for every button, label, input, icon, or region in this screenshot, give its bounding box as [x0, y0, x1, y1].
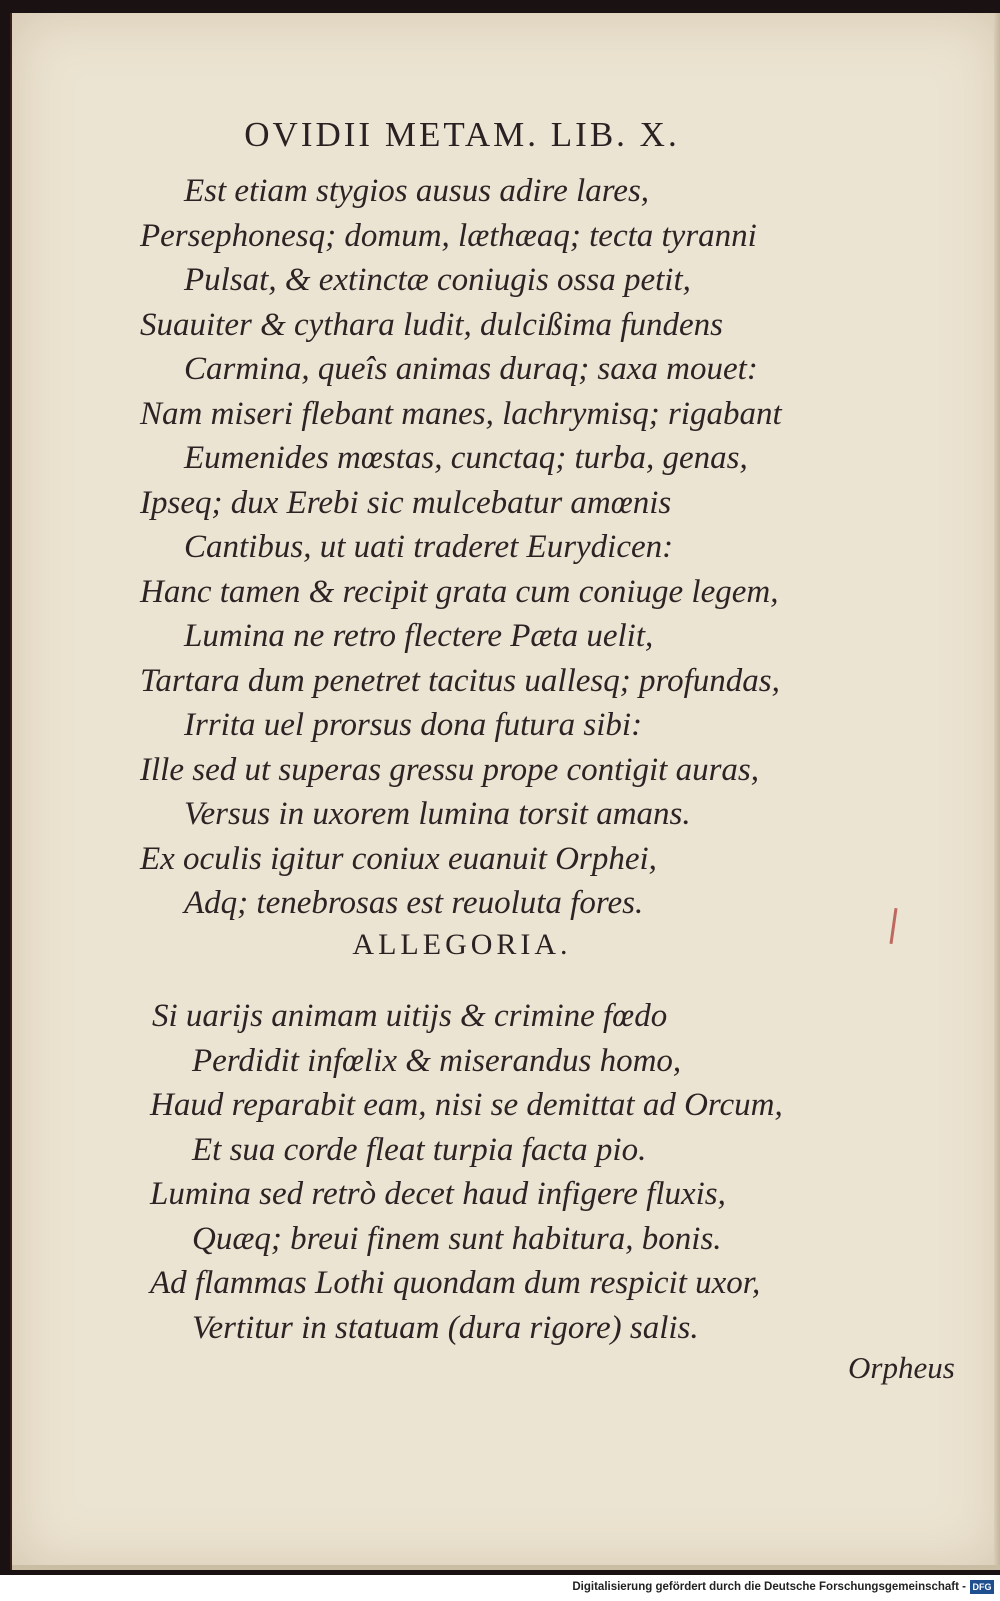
funding-credit: Digitalisierung gefördert durch die Deutsche Forschungsgemeinschaft -: [572, 1581, 966, 1593]
allegoria-line: Vertitur in statuam (dura rigore) salis.: [192, 1310, 699, 1346]
poem-line: Ille sed ut superas gressu prope contigit auras,: [140, 752, 760, 788]
allegoria-line: Lumina sed retrò decet haud infigere fluxis,: [150, 1176, 726, 1212]
poem-line: Carmina, queîs animas duraq; saxa mouet:: [184, 351, 758, 387]
poem-line: Ex oculis igitur coniux euanuit Orphei,: [140, 841, 657, 877]
page-bottom-edge: [12, 1565, 1000, 1570]
footer-bar: [0, 1575, 1000, 1601]
running-head: OVIDII METAM. LIB. X.: [244, 115, 680, 154]
poem-line: Lumina ne retro flectere Pæta uelit,: [184, 618, 654, 654]
allegoria-line: Quæq; breui finem sunt habitura, bonis.: [192, 1221, 722, 1257]
poem-line: Ipseq; dux Erebi sic mulcebatur amœnis: [140, 485, 672, 521]
poem-line: Pulsat, & extinctæ coniugis ossa petit,: [184, 262, 691, 298]
poem-line: Irrita uel prorsus dona futura sibi:: [184, 707, 643, 743]
poem-line: Persephonesq; domum, læthæaq; tecta tyranni: [140, 218, 757, 254]
allegoria-line: Perdidit infœlix & miserandus homo,: [192, 1043, 682, 1079]
poem-line: Adq; tenebrosas est reuoluta fores.: [184, 885, 644, 921]
dfg-logo: DFG: [970, 1580, 994, 1594]
allegoria-line: Et sua corde fleat turpia facta pio.: [192, 1132, 647, 1168]
poem-line: Hanc tamen & recipit grata cum coniuge legem,: [140, 574, 779, 610]
poem-line: Cantibus, ut uati traderet Eurydicen:: [184, 529, 674, 565]
catchword: Orpheus: [848, 1350, 955, 1385]
allegoria-line: Si uarijs animam uitijs & crimine fœdo: [152, 998, 668, 1034]
poem-line: Versus in uxorem lumina torsit amans.: [184, 796, 691, 832]
poem-line: Est etiam stygios ausus adire lares,: [184, 173, 650, 209]
allegoria-heading: ALLEGORIA.: [352, 928, 572, 961]
book-page: [10, 13, 1000, 1570]
allegoria-line: Haud reparabit eam, nisi se demittat ad Orcum,: [150, 1087, 783, 1123]
poem-line: Tartara dum penetret tacitus uallesq; profundas,: [140, 663, 780, 699]
poem-line: Suauiter & cythara ludit, dulcißima fundens: [140, 307, 723, 343]
poem-line: Eumenides mœstas, cunctaq; turba, genas,: [184, 440, 748, 476]
allegoria-line: Ad flammas Lothi quondam dum respicit uxor,: [150, 1265, 761, 1301]
poem-line: Nam miseri flebant manes, lachrymisq; rigabant: [140, 396, 782, 432]
